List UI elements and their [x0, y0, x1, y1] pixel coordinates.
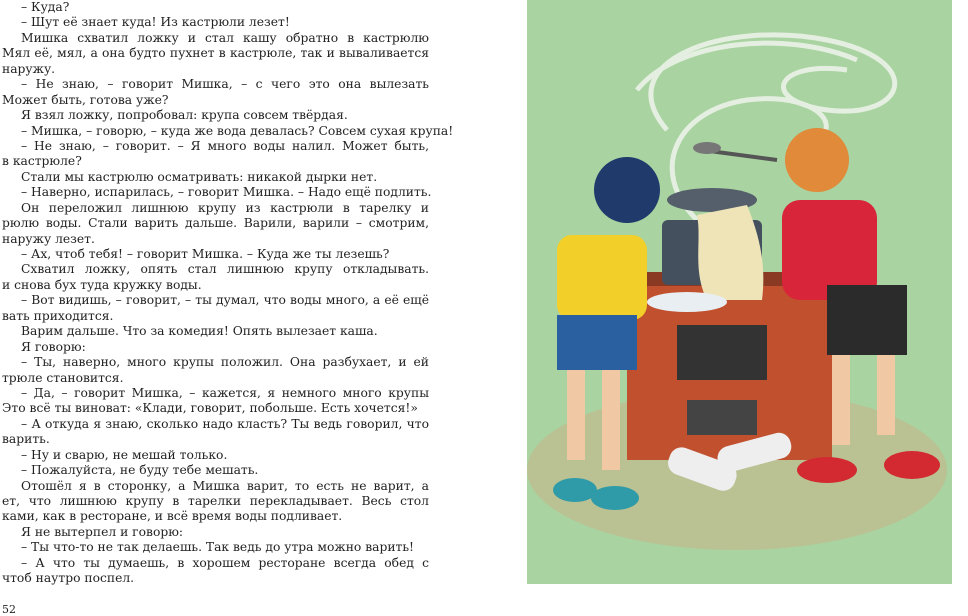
text-line: варить.	[2, 432, 50, 447]
text-line: Это всё ты виноват: «Клади, говорит, побольше. Есть хочется!»	[2, 401, 418, 416]
page-number: 52	[2, 603, 16, 616]
text-line: Стали мы кастрюлю осматривать: никакой дырки нет.	[21, 169, 378, 184]
text-line: чтоб наутро поспел.	[2, 571, 135, 586]
text-line: Схватил ложку, опять стал лишнюю крупу откладывать.	[21, 262, 429, 277]
text-line: в кастрюле?	[2, 154, 82, 169]
text-line: и снова бух туда кружку воды.	[2, 277, 202, 292]
text-line: – Не знаю, – говорит Мишка, – с чего это она вылезать	[21, 77, 429, 92]
text-line: ет, что лишнюю крупу в тарелки перекладывает. Весь стол	[2, 494, 429, 508]
text-line: – Куда?	[21, 0, 70, 14]
text-line: ками, как в ресторане, и всё время воды подливает.	[2, 509, 343, 524]
text-line: – А что ты думаешь, в хорошем ресторане всегда обед с	[21, 555, 429, 570]
text-line: наружу.	[2, 61, 56, 76]
text-line: Я говорю:	[21, 339, 86, 354]
text-line: вать приходится.	[2, 308, 114, 323]
text-line: Я не вытерпел и говорю:	[21, 524, 184, 539]
text-line: трюле становится.	[2, 370, 124, 385]
pot-with-porridge	[662, 188, 763, 300]
text-line: – Шут её знает куда! Из кастрюли лезет!	[21, 15, 290, 30]
text-line: – Ну и сварю, не мешай только.	[21, 447, 228, 462]
text-line: рюлю воды. Стали варить дальше. Варили, варили – смотрим,	[2, 216, 429, 231]
text-line: Варим дальше. Что за комедия! Опять вылезает каша.	[21, 324, 378, 339]
text-line: – Пожалуйста, не буду тебе мешать.	[21, 463, 259, 478]
text-line: – Ты, наверно, много крупы положил. Она разбухает, и ей	[21, 355, 429, 370]
text-line: Отошёл я в сторонку, а Мишка варит, то есть не варит, а	[21, 478, 429, 493]
text-line: Мял её, мял, а она будто пухнет в кастрюле, так и вываливается	[2, 46, 429, 61]
text-line: – А откуда я знаю, сколько надо класть? Ты ведь говорил, что	[21, 416, 429, 431]
text-line: – Мишка, – говорю, – куда же вода девалась? Совсем сухая крупа!	[21, 123, 454, 138]
oven-door	[677, 325, 767, 380]
story-text	[2, 0, 454, 587]
text-line: – Да, – говорит Мишка, – кажется, я немного много крупы	[21, 385, 429, 400]
text-line: – Наверно, испарилась, – говорит Мишка. – Надо ещё подлить.	[21, 185, 432, 200]
text-line: Мишка схватил ложку и стал кашу обратно в кастрюлю	[21, 30, 429, 45]
text-line: – Не знаю, – говорит. – Я много воды налил. Может быть,	[21, 138, 429, 153]
plate	[647, 292, 727, 312]
text-line: Может быть, готова уже?	[2, 92, 169, 107]
ash-door	[687, 400, 757, 435]
illustration-boys-cooking-porridge	[527, 0, 952, 584]
text-line: – Ты что-то не так делаешь. Так ведь до утра можно варить!	[21, 540, 414, 555]
text-line: наружу лезет.	[2, 231, 95, 246]
text-line: – Ах, чтоб тебя! – говорит Мишка. – Куда же ты лезешь?	[21, 247, 390, 261]
text-line: Я взял ложку, попробовал: крупа совсем твёрдая.	[21, 108, 348, 123]
text-line: – Вот видишь, – говорит, – ты думал, что воды много, а её ещё	[21, 293, 429, 308]
text-line: Он переложил лишнюю крупу из кастрюли в тарелку и	[21, 200, 429, 215]
